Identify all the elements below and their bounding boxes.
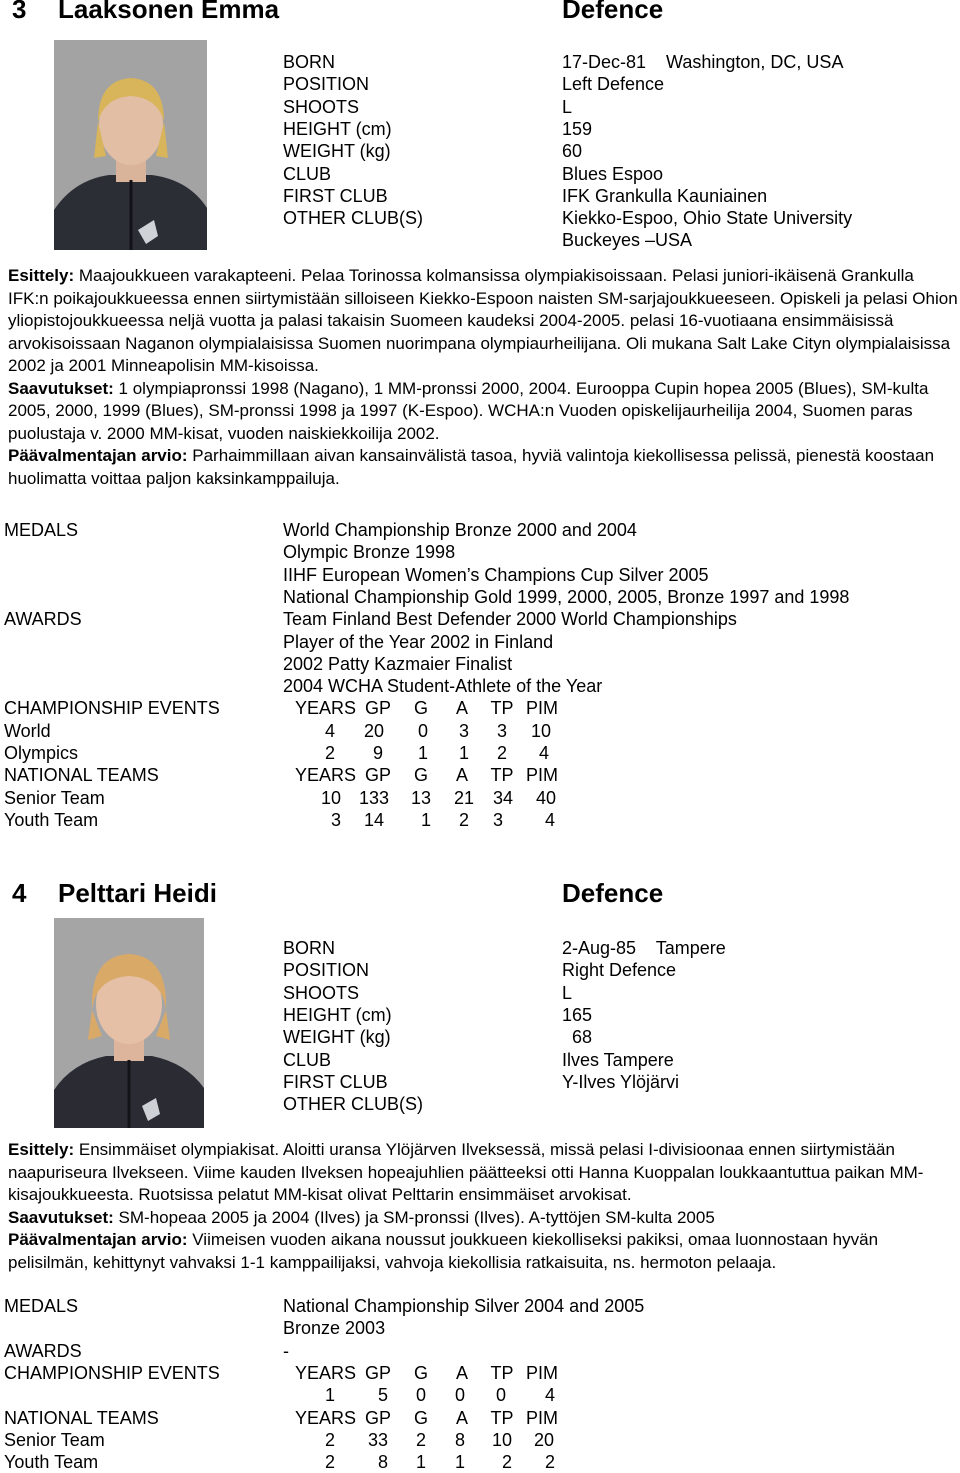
stats-row: Youth Team 2 8 1 1 2 2: [4, 1452, 555, 1473]
player-position-title: Defence: [562, 878, 664, 908]
player-description: [8, 1139, 958, 1274]
medals-row: Olympic Bronze 1998: [283, 542, 456, 563]
saavutukset-label: Saavutukset:: [8, 378, 114, 398]
fact-shoots: SHOOTS L: [283, 982, 573, 1003]
awards-row: 2002 Patty Kazmaier Finalist: [283, 653, 513, 674]
esittely-text: Maajoukkueen varakapteeni. Pelaa Torinossa kolmansissa olympiakisoissaan. Pelasi juniori-ikäisenä Grankulla IFK:n poikajoukkueessa ennen siirtymistään silloiseen Kiekko-Espoon naisten SM-sarjajoukkueeseen. Opiskeli ja pelasi Ohion yliopistojoukkueessa neljä vuotta ja palasi takaisin Suomeen kaudeksi 2004-2005. pelasi 16-vuotiaana ensimmäisissä arvokisoissaan Naganon olympialaisissa Suomen nuorimpana olympiaurheilijana. Oli mukana Salt Lake Cityn olympialaisissa 2002 ja 2001 Minneapolisin MM-kisoissa.: [8, 266, 958, 375]
arvio-label: Päävalmentajan arvio:: [8, 446, 188, 465]
medals-row: MEDALS World Championship Bronze 2000 and 2004: [4, 520, 637, 540]
fact-club: CLUB Blues Espoo: [283, 163, 664, 184]
fact-other-clubs: OTHER CLUB(S) Kiekko-Espoo, Ohio State University: [283, 208, 853, 229]
player-name: Pelttari Heidi: [58, 878, 217, 908]
awards-row: AWARDS Team Finland Best Defender 2000 World Championships: [4, 609, 737, 630]
fact-born: BORN 2-Aug-85 Tampere: [283, 938, 726, 958]
awards-row: AWARDS -: [4, 1340, 289, 1361]
player-description: [8, 265, 958, 490]
stats-row: Senior Team 10 133 13 21 34 40: [4, 787, 557, 808]
stats-row: Olympics 2 9 1 1 2 4: [4, 743, 549, 763]
arvio-text: Parhaimmillaan aivan kansainvälistä tasoa, hyviä valintoja kiekollisessa pelissä, pienestä koostaan huolimatta voittaa paljon kaksinkamppailuja.: [8, 446, 935, 488]
fact-height: HEIGHT (cm) 159: [283, 118, 593, 139]
fact-born: BORN 17-Dec-81 Washington, DC, USA: [283, 52, 844, 72]
player-position-title: Defence: [562, 0, 664, 24]
fact-height: HEIGHT (cm) 165: [283, 1004, 593, 1025]
fact-weight: WEIGHT (kg) 68: [283, 1027, 593, 1048]
fact-shoots: SHOOTS L: [283, 96, 573, 117]
fact-other-clubs-cont: Buckeyes –USA: [562, 230, 693, 251]
saavutukset-text: SM-hopeaa 2005 ja 2004 (Ilves) ja SM-pronssi (Ilves). A-tyttöjen SM-kulta 2005: [113, 1207, 715, 1227]
saavutukset-label: Saavutukset:: [8, 1207, 114, 1227]
player-number: 3: [12, 0, 27, 24]
stats-header-row: NATIONAL TEAMS YEARS GP G A TP PIM: [4, 1407, 558, 1428]
stats-row: Youth Team 3 14 1 2 3 4: [4, 809, 555, 830]
medals-row: National Championship Gold 1999, 2000, 2005, Bronze 1997 and 1998: [283, 586, 850, 607]
arvio-text: Viimeisen vuoden aikana noussut joukkueen kiekolliseksi pakiksi, omaa luonnostaan hyvän pelisilmän, kehittynyt vahvaksi 1-1 kamppailijaksi, vahvoja kiekollisia ratkaisuita, ns. hermoton pelaaja.: [8, 1230, 879, 1272]
medals-row: Bronze 2003: [283, 1318, 386, 1339]
stats-header-row: NATIONAL TEAMS YEARS GP G A TP PIM: [4, 765, 558, 786]
fact-first-club: FIRST CLUB IFK Grankulla Kauniainen: [283, 185, 768, 206]
fact-club: CLUB Ilves Tampere: [283, 1049, 674, 1070]
saavutukset-text: 1 olympiapronssi 1998 (Nagano), 1 MM-pronssi 2000, 2004. Eurooppa Cupin hopea 2005 (Blues), SM-kulta 2005, 2000, 1999 (Blues), SM-pronssi 1998 ja 1997 (K-Espoo). WCHA:n Vuoden opiskelijaurheilija 2004, Suomen paras puolustaja v. 2000 MM-kisat, vuoden naiskiekkoilija 2002.: [8, 378, 929, 443]
fact-other-clubs: OTHER CLUB(S): [283, 1094, 424, 1115]
esittely-label: Esittely:: [8, 266, 75, 285]
fact-first-club: FIRST CLUB Y-Ilves Ylöjärvi: [283, 1071, 680, 1092]
stats-row: Senior Team 2 33 2 8 10 20: [4, 1429, 555, 1450]
stats-header-row: CHAMPIONSHIP EVENTS YEARS GP G A TP PIM: [4, 1362, 558, 1383]
stats-row: 1 5 0 0 0 4: [324, 1385, 555, 1406]
fact-position: POSITION Left Defence: [283, 74, 665, 95]
esittely-label: Esittely:: [8, 1140, 75, 1159]
fact-position: POSITION Right Defence: [283, 960, 677, 981]
esittely-text: Ensimmäiset olympiakisat. Aloitti uransa Ylöjärven Ilveksessä, missä pelasi I-divisioonaa ennen siirtymistään naapuriseura Ilvekseen. Viime kauden Ilveksen hopeajuhlien päätteeksi otti Hanna Kuoppalan loukkaantuttua paikan MM-kisajoukkueesta. Ruotsissa pelatut MM-kisat olivat Pelttarin ensimmäiset arvokisat.: [8, 1140, 924, 1204]
fact-weight: WEIGHT (kg) 60: [283, 141, 583, 162]
player-name: Laaksonen Emma: [58, 0, 280, 24]
awards-row: Player of the Year 2002 in Finland: [283, 631, 554, 652]
medals-row: MEDALS National Championship Silver 2004 and 2005: [4, 1296, 645, 1316]
awards-row: 2004 WCHA Student-Athlete of the Year: [283, 676, 603, 697]
arvio-label: Päävalmentajan arvio:: [8, 1230, 188, 1249]
medals-row: IIHF European Women’s Champions Cup Silver 2005: [283, 564, 709, 585]
player-number: 4: [12, 878, 27, 908]
stats-header-row: CHAMPIONSHIP EVENTS YEARS GP G A TP PIM: [4, 698, 558, 719]
stats-row: World 4 20 0 3 3 10: [4, 720, 552, 741]
